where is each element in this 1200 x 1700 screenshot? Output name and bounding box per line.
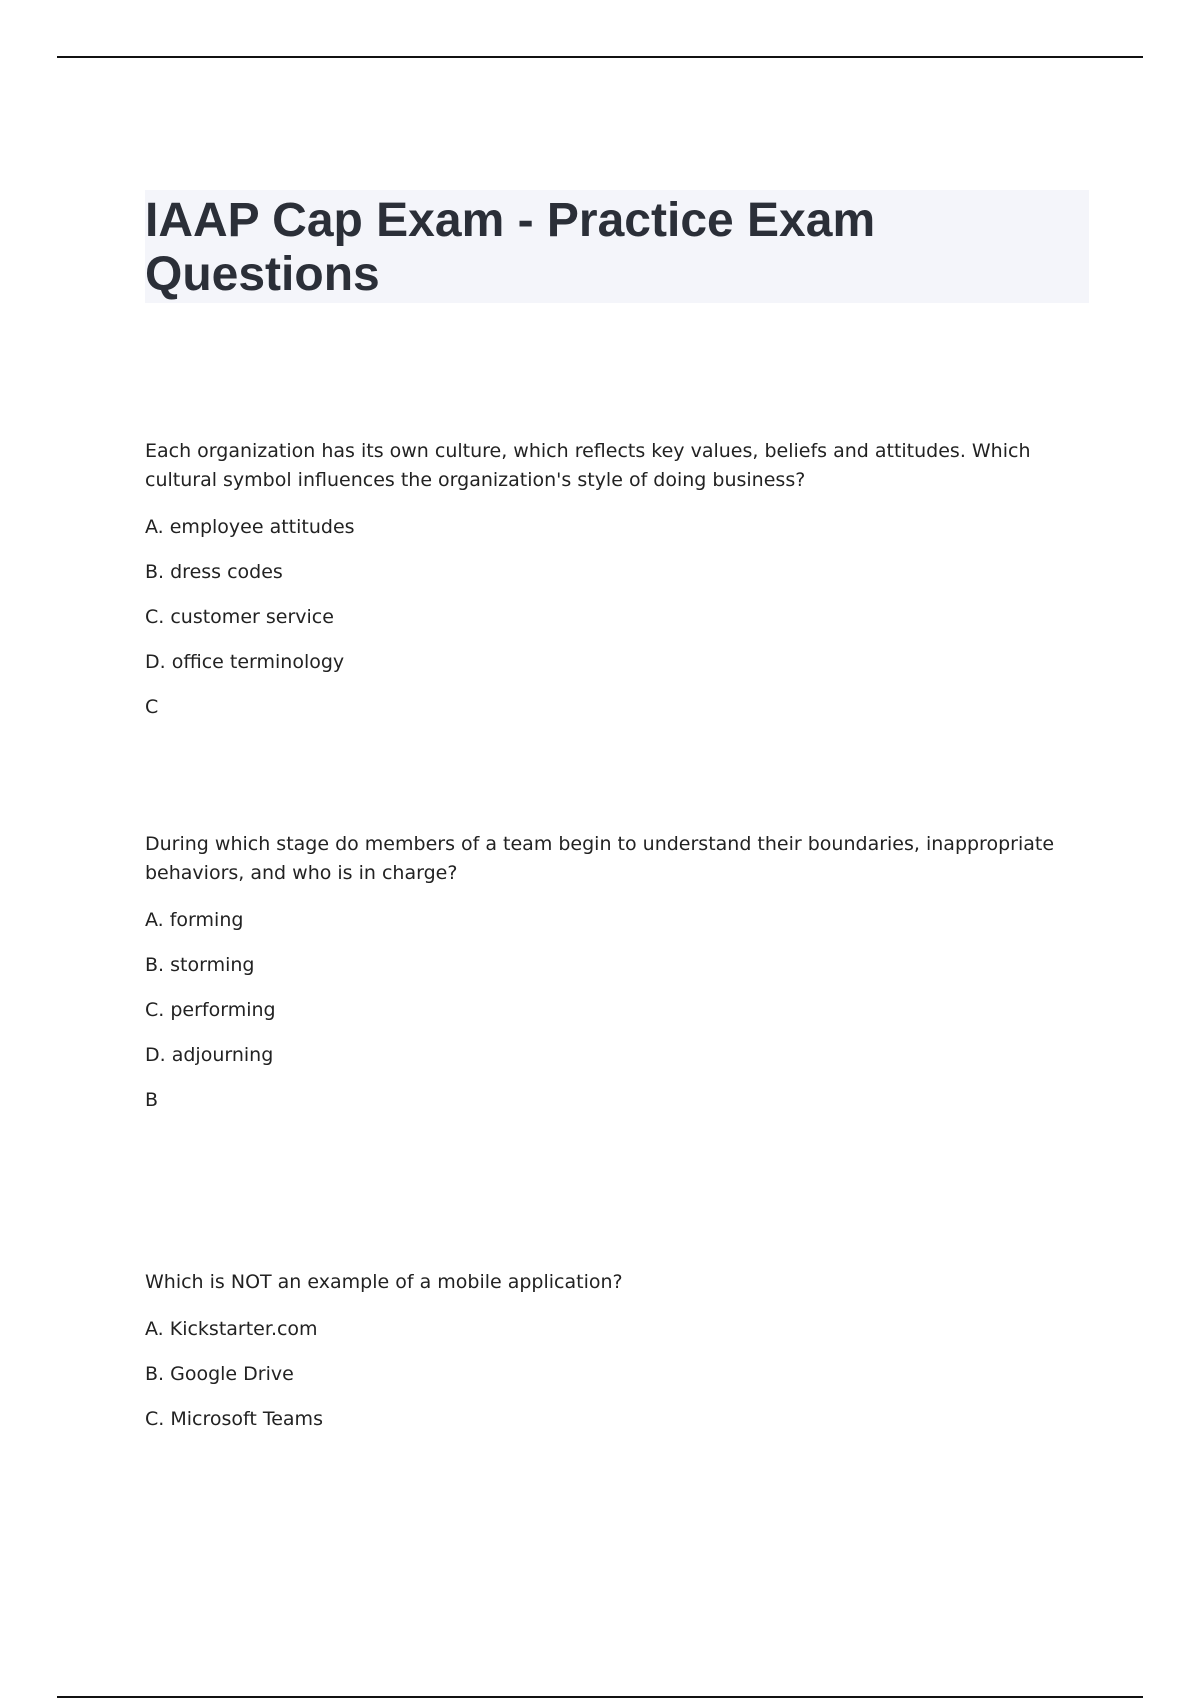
option-d: D. adjourning [145,1044,274,1066]
answer: B [145,1089,159,1111]
page-title: IAAP Cap Exam - Practice Exam Questions [145,194,876,301]
question-text: During which stage do members of a team begin to understand their boundaries, inappropriate behaviors, and who is in charge? [145,833,1055,884]
option-b: B. storming [145,954,255,976]
option-a: A. Kickstarter.com [145,1318,318,1340]
title-block [145,190,1089,303]
question-block-3 [145,1268,1065,1432]
options-list [145,515,1065,675]
option-b: B. Google Drive [145,1363,294,1385]
option-c: C. Microsoft Teams [145,1408,323,1430]
question-block-2 [145,830,1065,1113]
answer: C [145,696,159,718]
question-text: Which is NOT an example of a mobile application? [145,1271,623,1293]
options-list [145,908,1065,1068]
question-block-1 [145,437,1065,720]
question-text: Each organization has its own culture, which reflects key values, beliefs and attitudes. Which cultural symbol influences the organization's style of doing business? [145,440,1031,491]
option-c: C. performing [145,999,276,1021]
option-a: A. forming [145,909,244,931]
option-c: C. customer service [145,606,334,628]
option-b: B. dress codes [145,561,283,583]
option-a: A. employee attitudes [145,516,355,538]
top-divider [57,56,1143,58]
option-d: D. office terminology [145,651,345,673]
options-list [145,1317,1065,1432]
bottom-divider [57,1696,1143,1698]
